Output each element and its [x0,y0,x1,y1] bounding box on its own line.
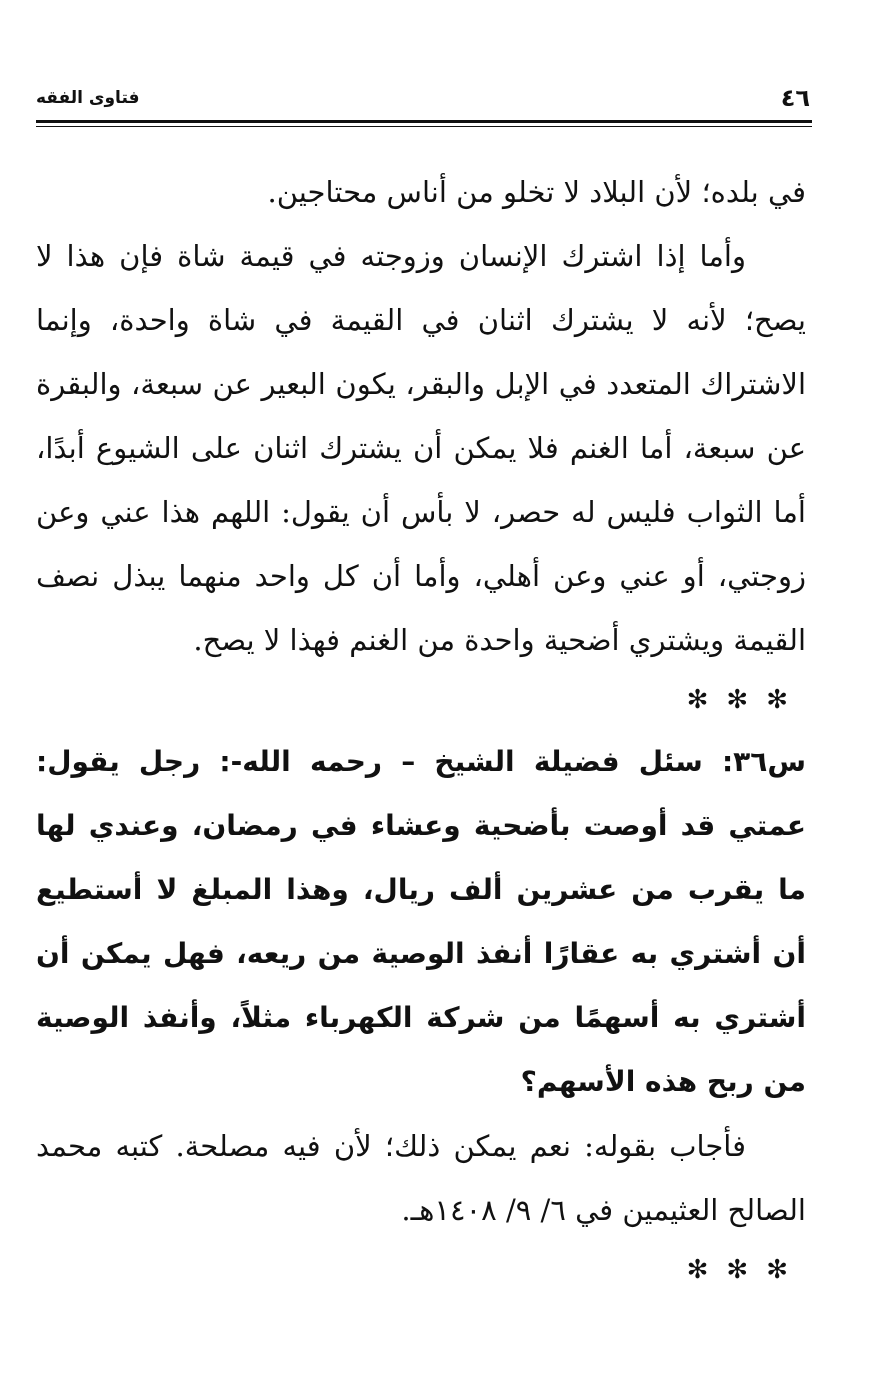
separator-star: ✻ [686,685,727,715]
separator-star: ✻ [766,685,806,715]
page-body [36,160,806,1300]
section-separator [36,1250,806,1290]
separator-star: ✻ [726,1255,767,1285]
separator-star: ✻ [686,1255,727,1285]
question-36: س٣٦: سئل فضيلة الشيخ – رحمه الله-: رجل يقول: عمتي قد أوصت بأضحية وعشاء في رمضان، وعندي لها ما يقرب من عشرين ألف ريال، وهذا المبلغ لا أستطيع أن أشتري به عقارًا أنفذ الوصية من ريعه، فهل يمكن أن أشتري به أسهمًا من شركة الكهرباء مثلاً، وأنفذ الوصية من ربح هذه الأسهم؟ [36,745,806,1098]
page-number: ٤٦ [780,84,810,112]
answer-36: فأجاب بقوله: نعم يمكن ذلك؛ لأن فيه مصلحة. كتبه محمد الصالح العثيمين في ٦/ ٩/ ١٤٠٨هـ. [36,1129,806,1227]
page-header [36,84,812,124]
running-title: فتاوى الفقه [36,88,140,108]
paragraph-answer-continued: وأما إذا اشترك الإنسان وزوجته في قيمة شاة فإن هذا لا يصح؛ لأنه لا يشترك اثنان في القيمة في شاة واحدة، وإنما الاشتراك المتعدد في الإبل والبقر، يكون البعير عن سبعة، والبقرة عن سبعة، أما الغنم فلا يمكن أن يشترك اثنان على الشيوع أبدًا، أما الثواب فليس له حصر، لا بأس أن يقول: اللهم هذا عني وعن زوجتي، أو عني وعن أهلي، وأما أن كل واحد منهما يبذل نصف القيمة ويشتري أضحية واحدة من الغنم فهذا لا يصح. [36,239,806,657]
section-separator [36,680,806,720]
separator-star: ✻ [726,685,767,715]
paragraph-continuation: في بلده؛ لأن البلاد لا تخلو من أناس محتاجين. [267,175,806,209]
separator-star: ✻ [766,1255,806,1285]
header-rule-thick [36,120,812,123]
header-rule-thin [36,126,812,127]
